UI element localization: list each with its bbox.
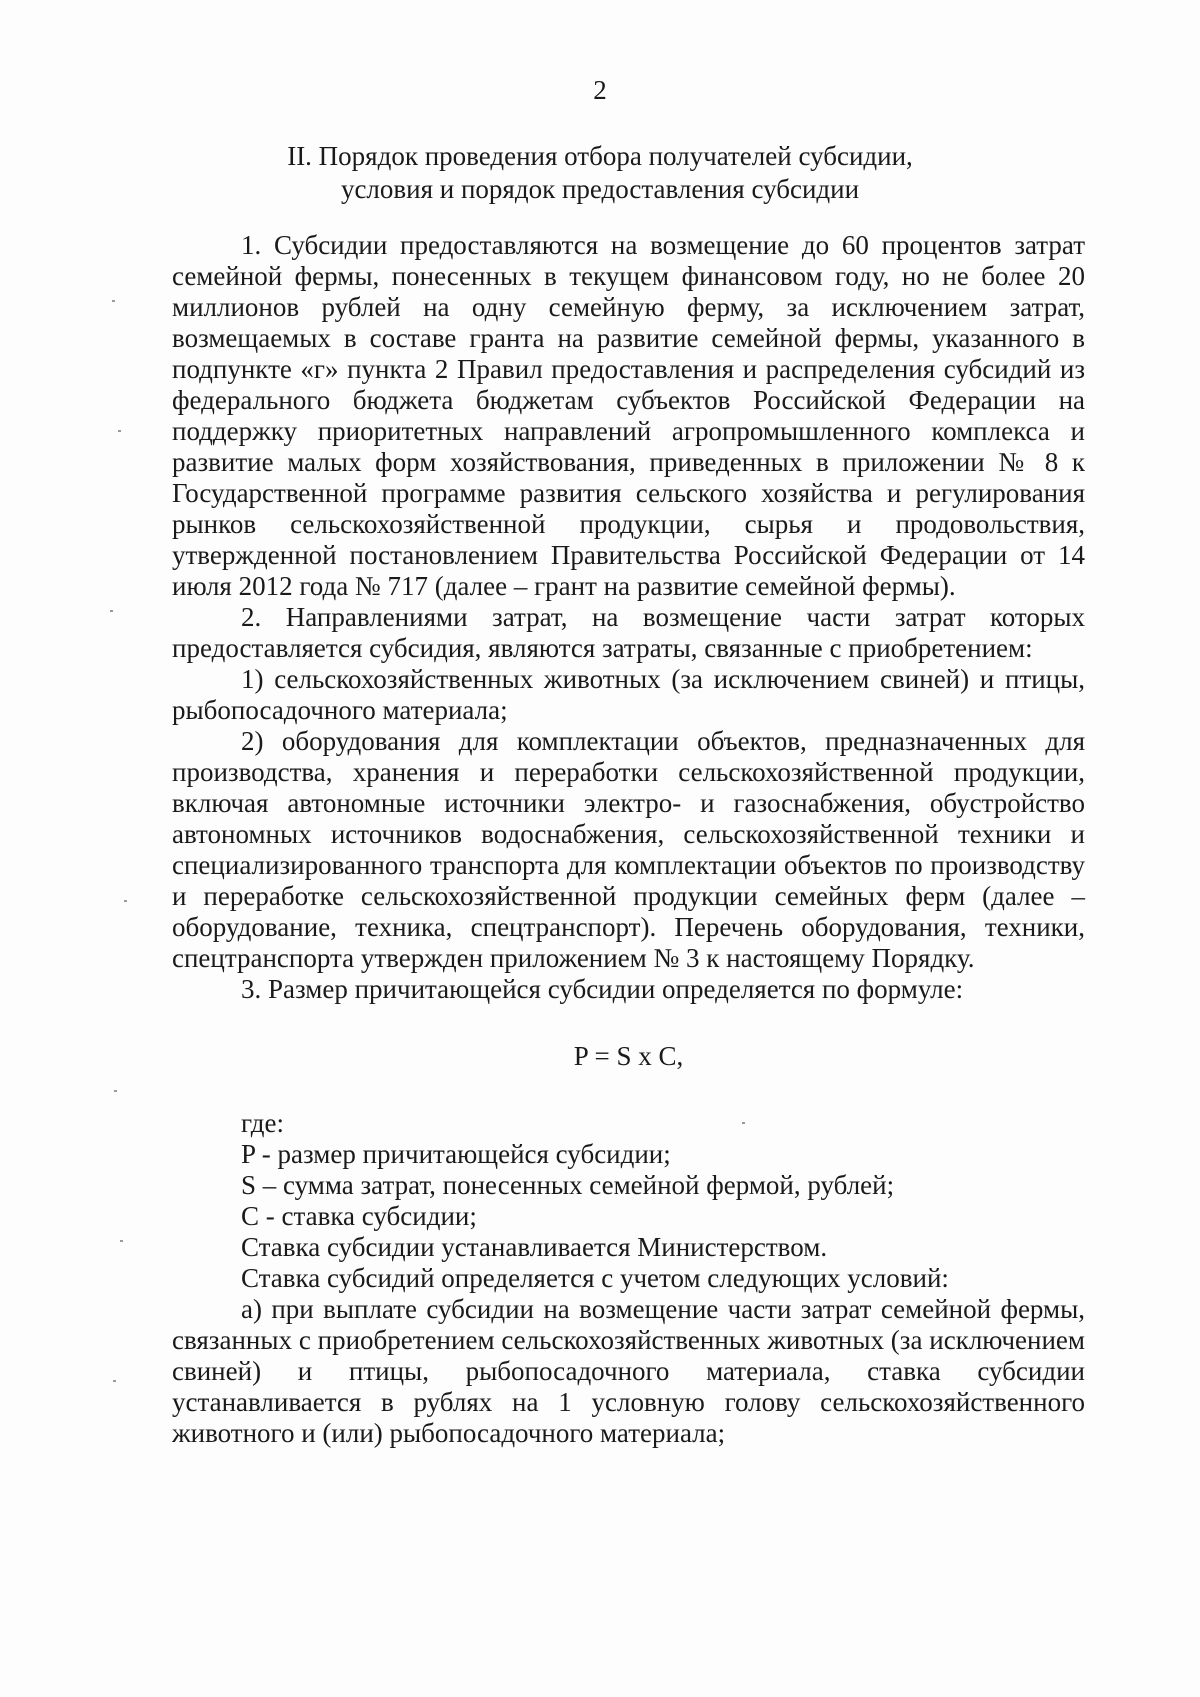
rate-set-statement: Ставка субсидии устанавливается Министерством. (241, 1232, 828, 1262)
section-title-line-1: II. Порядок проведения отбора получателей субсидии, (287, 141, 913, 171)
paragraph-3: 3. Размер причитающейся субсидии определяется по формуле: (241, 974, 964, 1004)
condition-a: а) при выплате субсидии на возмещение части затрат семейной фермы, связанных с приобретением сельскохозяйственных животных (за исключением свиней) и птицы, рыбопосадочного материала, ставка субсидии устанавливается в рублях на 1 условную голову сельскохозяйственного животного и (или) рыбопосадочного материала; (172, 1294, 1085, 1448)
scan-speck (118, 430, 121, 432)
section-title (0, 140, 1200, 206)
scan-speck (742, 1122, 745, 1124)
formula: P = S x C, (573, 1041, 684, 1071)
definition-s: S – сумма затрат, понесенных семейной фермой, рублей; (241, 1170, 895, 1200)
scan-speck (120, 1240, 123, 1242)
where-label: где: (241, 1108, 284, 1138)
definition-c: C - ставка субсидии; (241, 1201, 477, 1231)
paragraph-2-item-1: 1) сельскохозяйственных животных (за исключением свиней) и птицы, рыбопосадочного материала; (172, 664, 1085, 725)
paragraph-1: 1. Субсидии предоставляются на возмещение до 60 процентов затрат семейной фермы, понесенных в текущем финансовом году, но не более 20 миллионов рублей на одну семейную ферму, за исключением затрат, возмещаемых в составе гранта на развитие семейной фермы, указанного в подпункте «г» пункта 2 Правил предоставления и распределения субсидий из федерального бюджета бюджетам субъектов Российской Федерации на поддержку приоритетных направлений агропромышленного комплекса и развитие малых форм хозяйствования, приведенных в приложении № 8 к Государственной программе развития сельского хозяйства и регулирования рынков сельскохозяйственной продукции, сырья и продовольствия, утвержденной постановлением Правительства Российской Федерации от 14 июля 2012 года № 717 (далее – грант на развитие семейной фермы). (172, 230, 1085, 601)
paragraph-2: 2. Направлениями затрат, на возмещение части затрат которых предоставляется субсидия, являются затраты, связанные с приобретением: (172, 602, 1085, 663)
scan-speck (114, 1090, 117, 1092)
scan-speck (112, 300, 115, 302)
page-number: 2 (593, 75, 607, 105)
scan-speck (124, 900, 127, 902)
scan-speck (110, 610, 113, 612)
rate-conditions-statement: Ставка субсидий определяется с учетом следующих условий: (241, 1263, 949, 1293)
scan-speck (113, 1380, 116, 1382)
definition-p: P - размер причитающейся субсидии; (241, 1139, 671, 1169)
paragraph-2-item-2: 2) оборудования для комплектации объектов, предназначенных для производства, хранения и переработки сельскохозяйственной продукции, включая автономные источники электро- и газоснабжения, обустройство автономных источников водоснабжения, сельскохозяйственной техники и специализированного транспорта для комплектации объектов по производству и переработке сельскохозяйственной продукции семейных ферм (далее – оборудование, техника, спецтранспорт). Перечень оборудования, техники, спецтранспорта утвержден приложением № 3 к настоящему Порядку. (172, 726, 1085, 973)
document-body (172, 230, 1085, 1449)
section-title-line-2: условия и порядок предоставления субсидии (340, 174, 860, 204)
